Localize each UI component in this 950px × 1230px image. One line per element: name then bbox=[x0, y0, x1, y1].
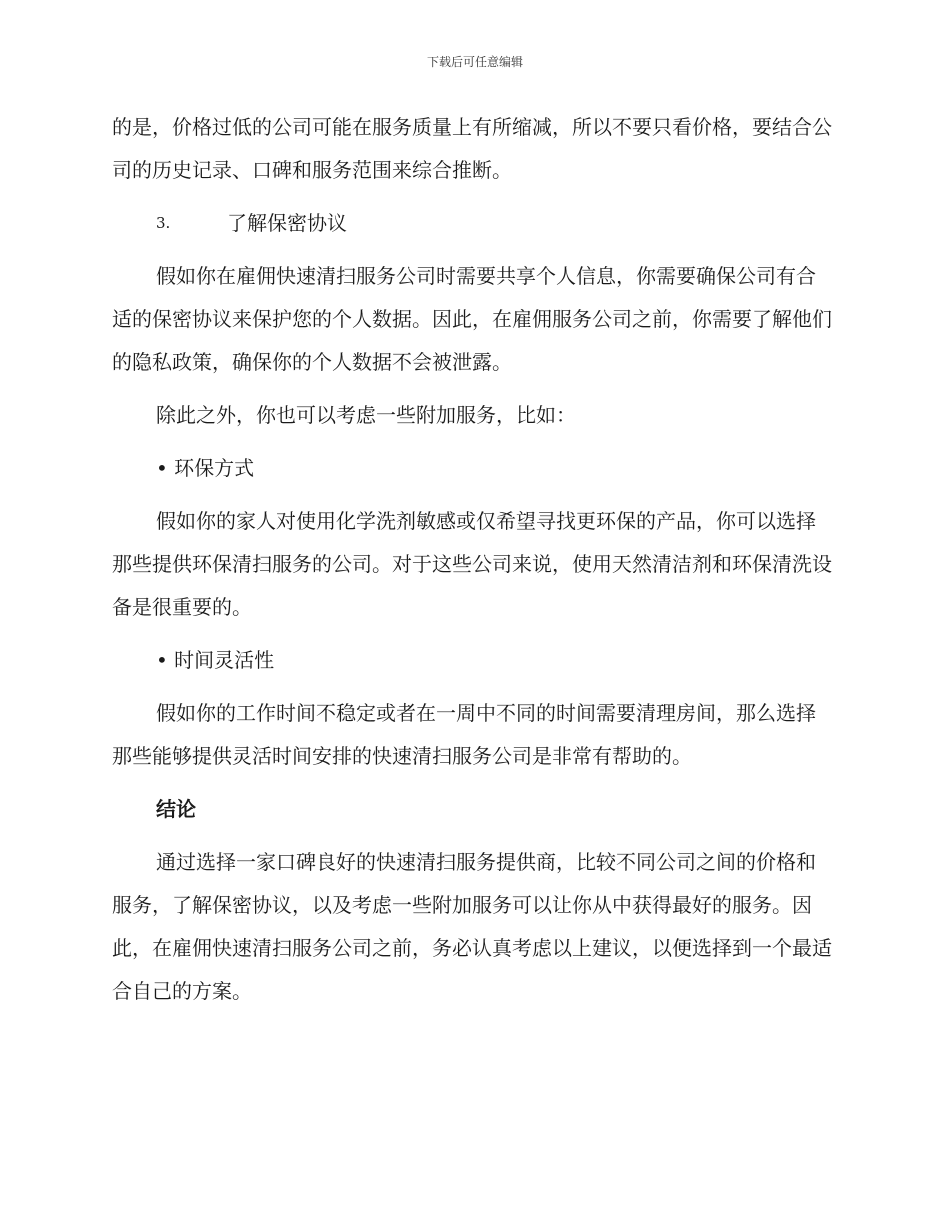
paragraph-confidentiality: 假如你在雇佣快速清扫服务公司时需要共享个人信息，你需要确保公司有合适的保密协议来保护您的个人数据。因此，在雇佣服务公司之前，你需要了解他们的隐私政策，确保你的个人数据不会被泄露。 bbox=[112, 264, 832, 374]
section-number: 3. bbox=[156, 214, 171, 232]
paragraph-time-flexibility: 假如你的工作时间不稳定或者在一周中不同的时间需要清理房间，那么选择那些能够提供灵活时间安排的快速清扫服务公司是非常有帮助的。 bbox=[112, 701, 816, 768]
paragraph-price-continuation: 的是，价格过低的公司可能在服务质量上有所缩减，所以不要只看价格，要结合公司的历史记录、口碑和服务范围来综合推断。 bbox=[112, 115, 832, 182]
paragraph-additional-services: 除此之外，你也可以考虑一些附加服务，比如： bbox=[156, 403, 576, 427]
document-body bbox=[112, 106, 832, 1013]
conclusion-heading: 结论 bbox=[156, 797, 196, 821]
section-title: 了解保密协议 bbox=[227, 211, 347, 235]
bullet-time-flexibility: • 时间灵活性 bbox=[156, 648, 275, 672]
paragraph-conclusion: 通过选择一家口碑良好的快速清扫服务提供商，比较不同公司之间的价格和服务，了解保密协议，以及考虑一些附加服务可以让你从中获得最好的服务。因此，在雇佣快速清扫服务公司之前，务必认真考虑以上建议，以便选择到一个最适合自己的方案。 bbox=[112, 850, 832, 1003]
page-header: 下载后可任意编辑 bbox=[426, 55, 523, 69]
section-heading-confidentiality bbox=[112, 202, 832, 245]
paragraph-eco-friendly: 假如你的家人对使用化学洗剂敏感或仅希望寻找更环保的产品，你可以选择那些提供环保清扫服务的公司。对于这些公司来说，使用天然清洁剂和环保清洗设备是很重要的。 bbox=[112, 509, 832, 619]
bullet-eco-friendly: • 环保方式 bbox=[156, 456, 255, 480]
